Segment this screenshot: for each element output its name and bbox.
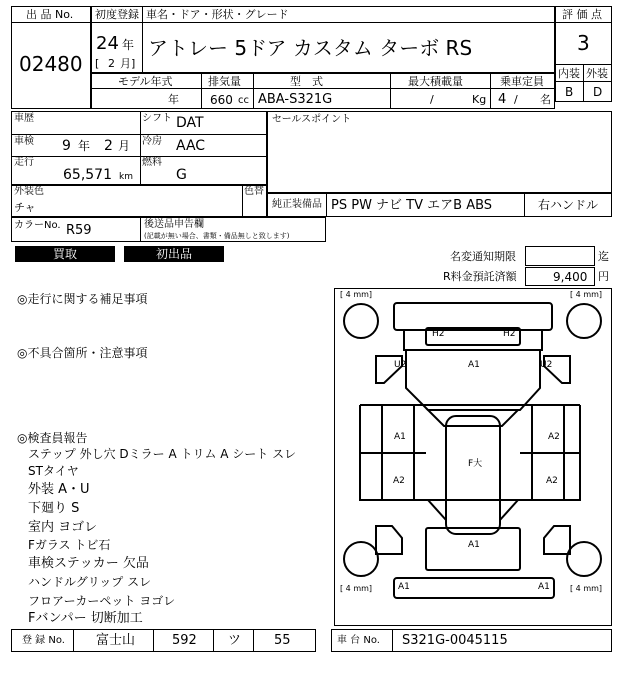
inspection-year: 9 <box>62 138 71 154</box>
inspection-label: 車検 <box>14 136 34 147</box>
damage-mark-h2-left: H2 <box>432 329 445 339</box>
score-label: 評 価 点 <box>562 8 602 21</box>
tire-tread-rear-left: [ 4 mm] <box>340 584 373 593</box>
damage-mark-a1-tail: A1 <box>468 540 480 550</box>
report-line: フロアーカーペット ヨゴレ <box>28 594 176 608</box>
report-line: ハンドルグリップ スレ <box>28 575 152 589</box>
damage-mark-f-large: F大 <box>468 459 483 469</box>
model-year-unit: 年 <box>168 93 179 106</box>
color-number-value: R59 <box>66 223 92 238</box>
tire-tread-front-right: [ 4 mm] <box>570 290 603 299</box>
mileage-unit: km <box>119 172 133 182</box>
lot-number: 02480 <box>19 52 83 76</box>
name-change-deadline-box <box>525 246 595 266</box>
inspection-month: 2 <box>104 138 113 154</box>
max-load-unit: Kg <box>472 93 487 106</box>
model-year-label: モデル年式 <box>118 75 173 88</box>
shift-value: DAT <box>176 115 204 131</box>
capacity-separator: / <box>514 93 518 106</box>
damage-mark-a1-bumper-right: A1 <box>538 582 550 592</box>
color-number-label: カラーNo. <box>14 220 61 231</box>
damage-mark-a2-right-door: A2 <box>548 432 560 442</box>
model-label: 型 式 <box>290 75 323 88</box>
aircon-label: 冷房 <box>142 136 162 147</box>
damage-mark-a1-left-door: A1 <box>394 432 406 442</box>
lot-number-label: 出 品 No. <box>26 8 74 21</box>
vehicle-outline <box>334 288 612 626</box>
registration-number: 55 <box>274 633 291 648</box>
fuel-value: G <box>176 167 187 183</box>
first-registration-year: 24 <box>96 33 119 54</box>
driving-notes-label: ◎走行に関する補足事項 <box>17 292 148 306</box>
tire-tread-front-left: [ 4 mm] <box>340 290 373 299</box>
interior-label: 内装 <box>558 67 580 80</box>
shift-label: シフト <box>142 113 172 124</box>
name-change-deadline-unit: 迄 <box>598 250 609 263</box>
report-line: 下廻り S <box>28 501 80 516</box>
aftermarket-label: 後送品申告欄 <box>144 219 204 230</box>
recycle-fee-label: R料金預託済額 <box>443 270 517 283</box>
overall-score: 3 <box>577 31 590 55</box>
registration-kana: ツ <box>228 633 242 648</box>
damage-mark-u2-right: U2 <box>540 360 553 370</box>
month-unit: 月] <box>120 57 136 70</box>
color-change-label: 色替 <box>244 186 264 197</box>
fuel-label: 燃料 <box>142 157 162 168</box>
report-line: Fガラス トビ石 <box>28 538 111 552</box>
exterior-color-label: 外装色 <box>14 186 44 197</box>
chassis-label: 車 台 No. <box>337 635 380 646</box>
month-bracket-open: [ <box>95 57 100 70</box>
report-line: 車検ステッカー 欠品 <box>28 556 149 571</box>
capacity-unit: 名 <box>540 93 551 106</box>
max-load-label: 最大積載量 <box>408 75 463 88</box>
report-line: 外装 A・U <box>28 482 90 497</box>
details-box <box>11 111 267 185</box>
registration-class: 592 <box>172 633 197 648</box>
first-registration-month: 2 <box>108 57 115 70</box>
selling-points-label: セールスポイント <box>272 114 352 125</box>
car-name: アトレー 5ドア カスタム ターボ RS <box>148 36 473 60</box>
first-exhibit-badge: 初出品 <box>124 246 224 262</box>
buy-badge: 買取 <box>15 246 115 262</box>
report-line: STタイヤ <box>28 464 79 478</box>
inspection-month-unit: 月 <box>118 139 131 153</box>
year-unit: 年 <box>122 38 135 52</box>
max-load-separator: / <box>430 93 434 106</box>
displacement-label: 排気量 <box>208 75 241 88</box>
aftermarket-note: (記載が無い場合、書類・備品無しと致します) <box>144 232 290 240</box>
registration-region: 富士山 <box>96 633 136 648</box>
equipment-label: 純正装備品 <box>272 199 322 210</box>
interior-grade: B <box>565 85 574 99</box>
displacement-unit: cc <box>238 95 249 106</box>
report-line: 室内 ヨゴレ <box>28 520 98 535</box>
capacity-label: 乗車定員 <box>500 75 544 88</box>
mileage-label: 走行 <box>14 157 34 168</box>
exterior-color-box <box>11 185 267 217</box>
displacement-value: 660 <box>210 93 233 107</box>
first-registration-label: 初度登録 <box>95 8 139 21</box>
name-change-deadline-label: 名変通知期限 <box>450 250 516 263</box>
damage-mark-a2-left-rear: A2 <box>393 476 405 486</box>
equipment-value: PS PW ナビ TV エアB ABS <box>331 198 493 213</box>
damage-mark-u2-left: U2 <box>394 360 407 370</box>
capacity-value: 4 <box>498 92 507 107</box>
model-code: ABA-S321G <box>258 92 333 107</box>
vehicle-info-label: 車名・ドア・形状・グレード <box>146 8 289 21</box>
damage-mark-a1-bumper-left: A1 <box>398 582 410 592</box>
tire-tread-rear-right: [ 4 mm] <box>570 584 603 593</box>
report-line: ステップ 外し穴 Dミラー A トリム A シート スレ <box>28 447 297 461</box>
aircon-value: AAC <box>176 138 206 154</box>
chassis-number: S321G-0045115 <box>402 633 508 648</box>
inspector-report-label: ◎検査員報告 <box>17 431 88 445</box>
defects-notes-label: ◎不具合箇所・注意事項 <box>17 346 148 360</box>
exterior-label: 外装 <box>586 67 608 80</box>
history-label: 車歴 <box>14 113 34 124</box>
report-line: Fバンパー 切断加工 <box>28 611 143 626</box>
exterior-color-value: チャ <box>14 201 36 214</box>
exterior-grade: D <box>593 85 603 99</box>
registration-label: 登 録 No. <box>22 635 65 646</box>
mileage-value: 65,571 <box>63 167 112 183</box>
steering-value: 右ハンドル <box>538 198 599 212</box>
damage-mark-a1-hood: A1 <box>468 360 480 370</box>
damage-mark-h2-right: H2 <box>503 329 516 339</box>
inspection-year-unit: 年 <box>78 139 91 153</box>
damage-mark-a2-right-rear: A2 <box>546 476 558 486</box>
recycle-fee-unit: 円 <box>598 270 609 283</box>
recycle-fee-amount: 9,400 <box>553 270 588 284</box>
